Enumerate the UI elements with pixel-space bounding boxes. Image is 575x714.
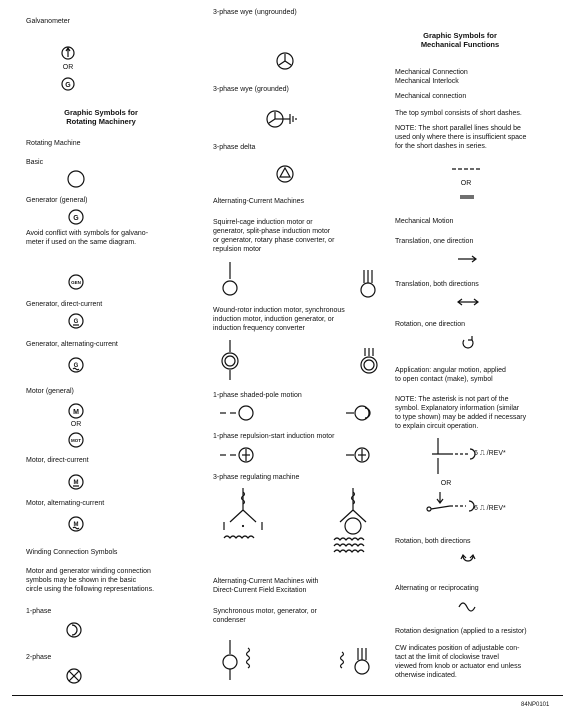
wound-rotor-single-symbol (220, 340, 240, 380)
note-top-symbol: The top symbol consists of short dashes. (395, 110, 522, 117)
label-translation-both: Translation, both directions (395, 281, 479, 288)
svg-text:G: G (73, 215, 79, 222)
heading-mechanical-functions: Graphic Symbols for Mechanical Functions (420, 31, 500, 49)
mech-or: OR (460, 180, 472, 187)
generator-g-symbol (68, 209, 84, 225)
label-mechanical-connection: Mechanical connection (395, 93, 467, 100)
svg-text:M: M (73, 522, 79, 528)
galv-or: OR (62, 64, 74, 71)
desc-synchronous: Synchronous motor, generator, or condenser (213, 608, 317, 624)
note-asterisk: NOTE: The asterisk is not part of the symbol. Explanatory information (similar to type shown) may be added if necessary to explain circuit operation. (395, 396, 527, 430)
desc-wound-rotor: Wound-rotor induction motor, synchronous induction motor, induction generator, or induction frequency converter (213, 307, 345, 332)
motor-dc-symbol (68, 474, 84, 490)
rev-label-2: 6 ⎍ /REV* (474, 505, 506, 512)
label-rotation-designation: Rotation designation (applied to a resistor) (395, 628, 527, 635)
wye-grounded-symbol (266, 110, 302, 128)
delta-symbol (276, 165, 294, 183)
label-mechanical-motion: Mechanical Motion (395, 218, 454, 225)
svg-text:MOT: MOT (71, 438, 81, 443)
synchronous-three-phase-symbol (338, 648, 378, 678)
rev-label-1: 6 ⎍ /REV* (474, 450, 506, 457)
label-galvanometer: Galvanometer (26, 18, 70, 25)
wound-rotor-three-phase-symbol (358, 348, 380, 378)
heading-ac-machines: Alternating-Current Machines (213, 198, 305, 205)
winding-1-phase-symbol (66, 622, 82, 638)
heading-ac-dc-field: Alternating-Current Machines with Direct-Current Field Excitation (213, 578, 319, 594)
synchronous-single-symbol (220, 640, 256, 680)
motor-m-symbol (68, 403, 84, 419)
label-winding-connection: Winding Connection Symbols (26, 549, 118, 556)
label-rotation-one: Rotation, one direction (395, 321, 466, 328)
svg-text:M: M (73, 409, 79, 416)
translation-both-arrow-icon (456, 298, 480, 306)
label-rotating-machine: Rotating Machine (26, 140, 81, 147)
note-cw: CW indicates position of adjustable con- tact at the limit of clockwise travel viewed from knob or actuator end unless otherwise indicated. (395, 645, 522, 679)
label-regulating-machine: 3-phase regulating machine (213, 474, 300, 481)
svg-text:G: G (65, 82, 71, 89)
squirrel-cage-three-phase-symbol (358, 270, 378, 300)
rotation-one-arrow-icon (460, 336, 476, 352)
label-shaded-pole: 1-phase shaded-pole motion (213, 392, 302, 399)
wye-ungrounded-symbol (276, 52, 294, 70)
label-alternating: Alternating or reciprocating (395, 585, 479, 592)
heading-rotating-machinery: Graphic Symbols for Rotating Machinery (64, 108, 138, 126)
generator-ac-symbol (68, 357, 84, 373)
label-wye-ungrounded: 3-phase wye (ungrounded) (213, 9, 297, 16)
angular-motion-alt-symbol (426, 492, 478, 518)
squirrel-cage-single-symbol (222, 262, 238, 296)
shaded-pole-right-symbol (346, 404, 378, 422)
motor-ac-symbol (68, 516, 84, 532)
label-motor-ac: Motor, alternating-current (26, 500, 105, 507)
rotation-both-arrow-icon (460, 552, 476, 568)
label-basic: Basic (26, 159, 44, 166)
label-rotation-both: Rotation, both directions (395, 538, 471, 545)
parallel-lines-symbol (460, 194, 474, 200)
label-motor-dc: Motor, direct-current (26, 457, 89, 464)
label-motor-general: Motor (general) (26, 388, 74, 395)
label-wye-grounded: 3-phase wye (grounded) (213, 86, 289, 93)
svg-text:M: M (73, 480, 79, 486)
note-application: Application: angular motion, applied to open contact (make), symbol (395, 367, 506, 383)
repulsion-start-left-symbol (220, 446, 260, 464)
galvanometer-g-symbol (61, 77, 75, 91)
footer-code: 84NP0101 (521, 702, 550, 708)
note-winding-desc: Motor and generator winding connection symbols may be shown in the basic circle using the following representations. (26, 568, 155, 593)
generator-gen-symbol (68, 274, 84, 290)
label-delta: 3-phase delta (213, 144, 256, 151)
generator-dc-symbol (68, 313, 84, 329)
svg-text:G: G (73, 319, 79, 325)
desc-squirrel-cage: Squirrel-cage induction motor or generator, split-phase induction motor or generator, rotary phase converter, or repulsion motor (213, 219, 335, 253)
galvanometer-arrow-symbol (61, 46, 75, 60)
motor-or: OR (70, 421, 82, 428)
label-translation-one: Translation, one direction (395, 238, 474, 245)
label-generator-general: Generator (general) (26, 197, 88, 204)
dashes-symbol (452, 166, 482, 172)
motor-mot-symbol (68, 432, 84, 448)
label-2-phase: 2-phase (26, 654, 52, 661)
application-or: OR (440, 480, 452, 487)
svg-text:GEN: GEN (71, 280, 81, 285)
svg-text:G: G (73, 363, 79, 369)
label-repulsion-start: 1-phase repulsion-start induction motor (213, 433, 335, 440)
repulsion-start-right-symbol (346, 446, 378, 464)
note-avoid-conflict: Avoid conflict with symbols for galvano- meter if used on the same diagram. (26, 230, 149, 246)
angular-motion-contact-symbol (428, 438, 478, 478)
label-generator-ac: Generator, alternating-current (26, 341, 118, 348)
label-generator-dc: Generator, direct-current (26, 301, 103, 308)
label-mechanical-connection-interlock: Mechanical Connection Mechanical Interlock (395, 69, 468, 85)
label-1-phase: 1-phase (26, 608, 52, 615)
shaded-pole-left-symbol (220, 404, 260, 422)
basic-machine-circle (67, 170, 85, 188)
alternating-wave-icon (458, 601, 476, 611)
footer-rule (12, 695, 563, 696)
translation-one-arrow-icon (458, 255, 478, 263)
winding-2-phase-symbol (66, 668, 82, 684)
regulating-machine-right-symbol (328, 488, 378, 560)
note-parallel-lines: NOTE: The short parallel lines should be used only where there is insufficient space for the short dashes in series. (395, 125, 527, 150)
regulating-machine-left-symbol (218, 488, 268, 552)
